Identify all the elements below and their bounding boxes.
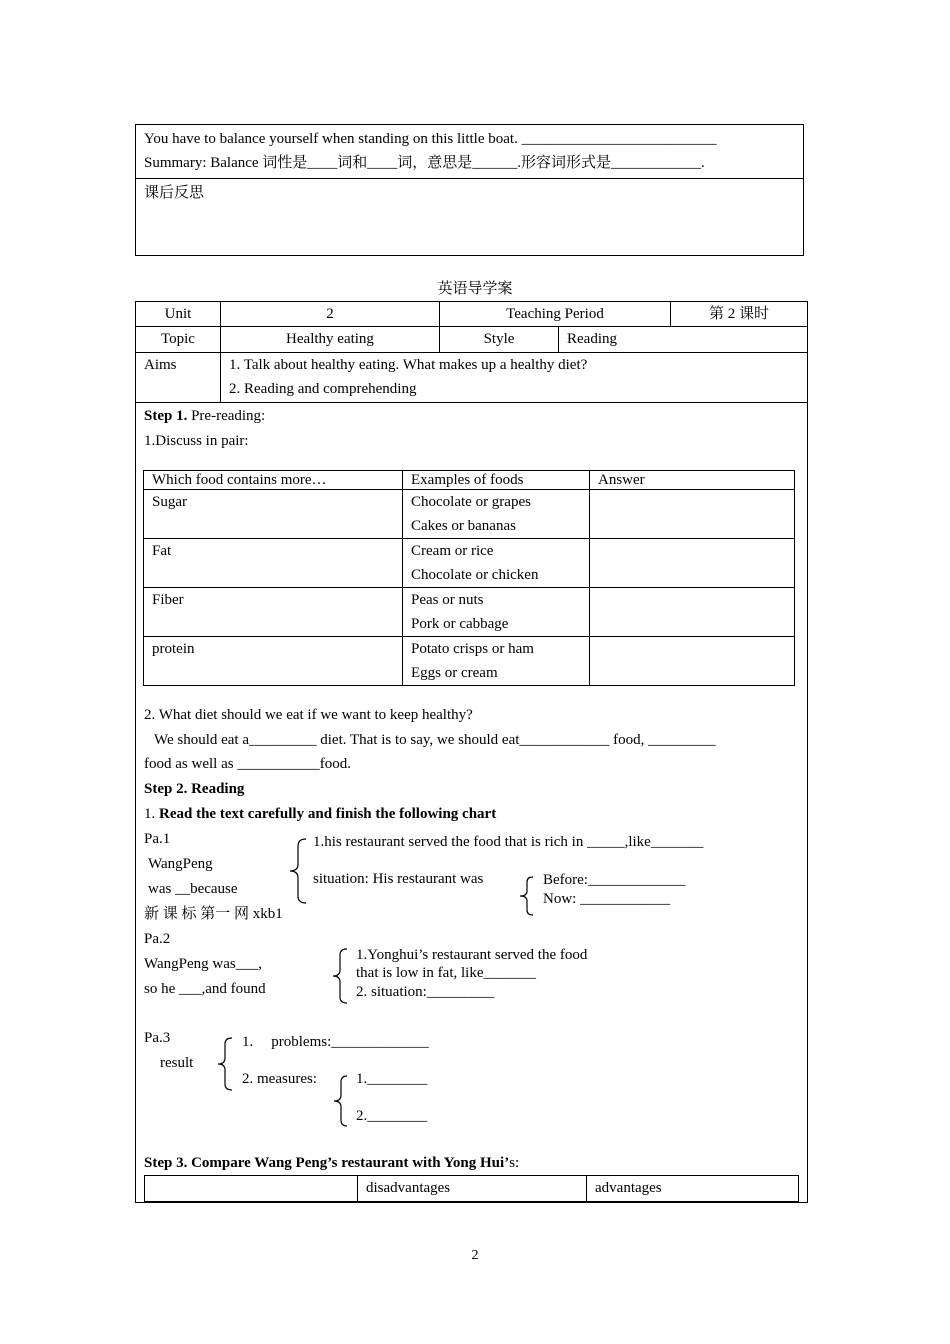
answer-cell[interactable] [590,539,795,588]
pa2-item1a: 1.Yonghui’s restaurant served the food [356,947,588,963]
period-label: Teaching Period [440,302,671,327]
style-value: Reading [559,327,808,353]
pa1-now: Now: ____________ [543,891,671,907]
step3-heading: Step 3. Compare Wang Peng’s restaurant with Yong Hui’s: [144,1155,520,1171]
food-header-examples: Examples of foods [403,471,590,490]
pa1-line4: 新 课 标 第一 网 xkb1 [144,906,283,922]
pa1-line2: WangPeng [148,856,213,872]
pa3-item1: 1. problems:_____________ [242,1034,429,1050]
unit-value: 2 [221,302,440,327]
compare-header-disadvantages: disadvantages [358,1176,587,1202]
food-examples: Potato crisps or ham Eggs or cream [403,637,590,686]
answer-cell[interactable] [590,637,795,686]
food-name: Sugar [144,490,403,539]
balance-summary: Summary: Balance 词性是____词和____词，意思是______.形容词形式是____________. [144,155,705,171]
style-label: Style [440,327,559,353]
answer-cell[interactable] [590,490,795,539]
compare-header-empty [145,1176,358,1202]
top-box [135,124,804,256]
table-row [144,637,795,686]
food-header-answer: Answer [590,471,795,490]
pa3-label: Pa.3 [144,1030,171,1046]
topic-label: Topic [136,327,221,353]
brace-pa1 [286,838,308,904]
brace-pa2 [329,948,349,1004]
step1-q2: 2. What diet should we eat if we want to keep healthy? [144,707,473,723]
pa3-result: result [160,1055,194,1071]
aim-1: 1. Talk about healthy eating. What makes up a healthy diet? [229,357,588,373]
aim-2: 2. Reading and comprehending [229,381,417,397]
step1-heading: Step 1. Pre-reading: [144,408,266,424]
food-examples: Peas or nuts Pork or cabbage [403,588,590,637]
compare-table [144,1175,799,1202]
food-name: Fat [144,539,403,588]
food-header-which: Which food contains more… [144,471,403,490]
balance-sentence: You have to balance yourself when standing on this little boat. __________________________ [144,131,717,147]
compare-header-advantages: advantages [587,1176,799,1202]
table-row [144,588,795,637]
pa1-situation: situation: His restaurant was [313,871,484,887]
step1-sub: 1.Discuss in pair: [144,433,249,449]
pa1-item1: 1.his restaurant served the food that is rich in _____,like_______ [313,834,704,850]
food-name: Fiber [144,588,403,637]
pa2-item1b: that is low in fat, like_______ [356,965,536,981]
brace-pa3-measures [331,1075,349,1127]
pa2-item2: 2. situation:_________ [356,984,495,1000]
top-box-text [136,125,804,179]
pa3-measure2: 2.________ [356,1108,428,1124]
answer-cell[interactable] [590,588,795,637]
pa1-line3: was __because [148,881,238,897]
step1-q2-line2: food as well as ___________food. [144,756,352,772]
info-table [135,301,808,327]
pa3-item2: 2. measures: [242,1071,317,1087]
step1-q2-line1: We should eat a_________ diet. That is to say, we should eat____________ food, _________ [154,732,716,748]
topic-table [135,326,808,403]
pa2-label: Pa.2 [144,931,171,947]
reflection-cell: 课后反思 [136,179,804,256]
pa1-before: Before:_____________ [543,872,686,888]
food-table [143,470,795,686]
brace-pa1-situation [517,876,535,916]
aims-label: Aims [136,353,221,403]
pa2-line2: WangPeng was___, [144,956,262,972]
pa1-label: Pa.1 [144,831,171,847]
doc-title: 英语导学案 [437,281,513,297]
table-row [144,490,795,539]
topic-value: Healthy eating [221,327,440,353]
aims-cell [221,353,808,403]
step2-sub: 1. Read the text carefully and finish the following chart [144,806,497,822]
brace-pa3 [214,1037,234,1091]
unit-label: Unit [136,302,221,327]
table-row [144,539,795,588]
food-examples: Chocolate or grapes Cakes or bananas [403,490,590,539]
pa3-measure1: 1.________ [356,1071,428,1087]
period-value: 第 2 课时 [671,302,808,327]
page-number: 2 [471,1248,479,1263]
step2-heading: Step 2. Reading [144,781,245,797]
food-examples: Cream or rice Chocolate or chicken [403,539,590,588]
pa2-line3: so he ___,and found [144,981,266,997]
food-name: protein [144,637,403,686]
